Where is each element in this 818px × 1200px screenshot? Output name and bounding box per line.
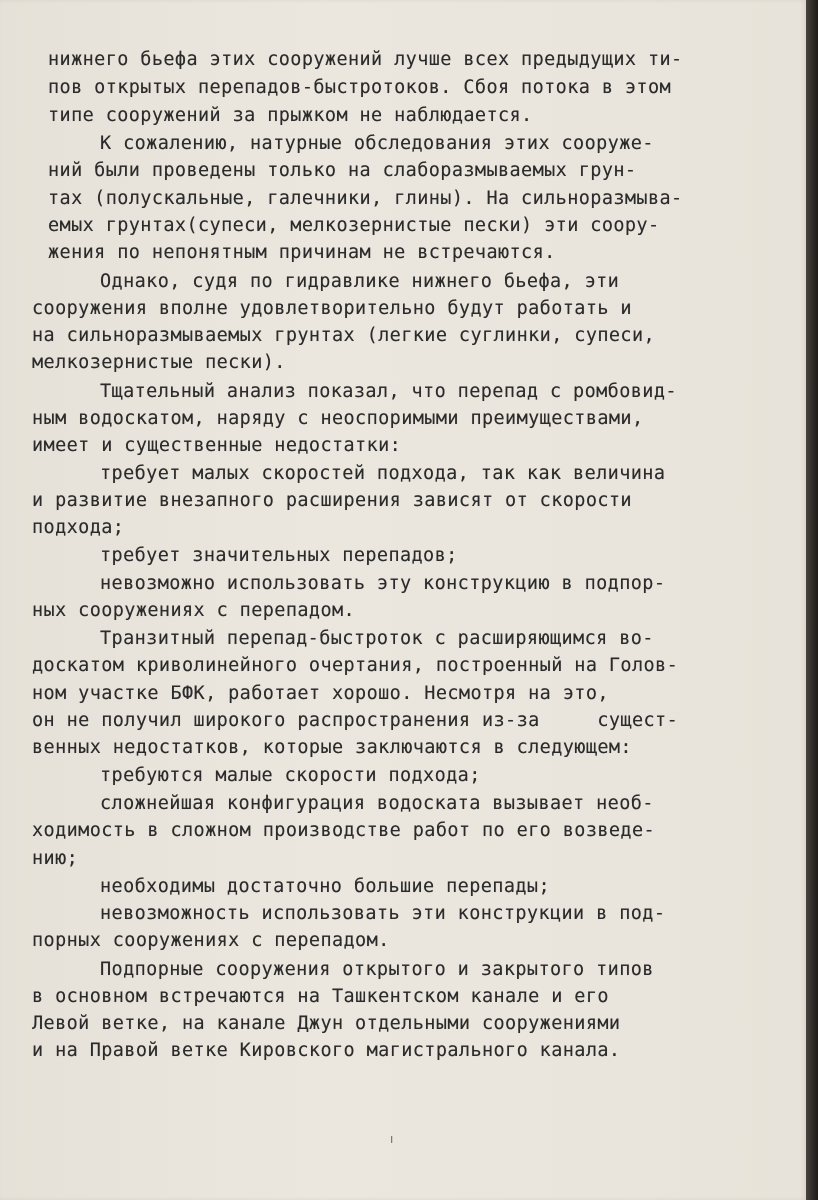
text-line: и развитие внезапного расширения зависят от скорости bbox=[32, 490, 632, 511]
text-line: требуются малые скорости подхода; bbox=[100, 765, 481, 786]
text-line: ных сооружениях с перепадом. bbox=[32, 600, 356, 621]
text-line: Подпорные сооружения открытого и закрытого типов bbox=[100, 959, 654, 980]
text-line: порных сооружениях с перепадом. bbox=[32, 930, 390, 951]
book-binding-edge bbox=[806, 0, 818, 1200]
text-line: венных недостатков, которые заключаются в следующем: bbox=[32, 737, 632, 758]
text-line: доскатом криволинейного очертания, построенный на Голов- bbox=[32, 655, 679, 676]
text-line: пов открытых перепадов-быстротоков. Сбоя потока в этом bbox=[48, 77, 672, 98]
text-line: ным водоскатом, наряду с неоспоримыми преимуществами, bbox=[32, 408, 644, 429]
text-line: необходимы достаточно большие перепады; bbox=[100, 876, 550, 897]
text-line: и на Правой ветке Кировского магистрального канала. bbox=[32, 1040, 621, 1061]
text-line: нию; bbox=[32, 848, 79, 869]
text-line: требует малых скоростей подхода, так как величина bbox=[100, 463, 666, 484]
text-line: невозможно использовать эту конструкцию в подпор- bbox=[100, 573, 666, 594]
text-line: подхода; bbox=[32, 517, 125, 538]
text-line: ний были проведены только на слаборазмываемых грун- bbox=[48, 160, 637, 181]
text-line: нижнего бьефа этих сооружений лучше всех предыдущих ти- bbox=[48, 49, 683, 70]
text-line: тах (полускальные, галечники, глины). На сильноразмыва- bbox=[48, 188, 683, 209]
text-line: сложнейшая конфигурация водоската вызывает необ- bbox=[100, 793, 654, 814]
text-line: ном участке БФК, работает хорошо. Несмотря на это, bbox=[32, 683, 609, 704]
text-line: Транзитный перепад-быстроток с расширяющимся во- bbox=[100, 628, 654, 649]
text-line: ходимость в сложном производстве работ по его возведе- bbox=[32, 820, 656, 841]
text-line: сооружения вполне удовлетворительно будут работать и bbox=[32, 298, 632, 319]
page-mark: ı bbox=[390, 1132, 394, 1146]
text-line: Однако, судя по гидравлике нижнего бьефа, эти bbox=[100, 271, 620, 292]
text-line: типе сооружений за прыжком не наблюдается. bbox=[48, 105, 533, 126]
text-line: имеет и существенные недостатки: bbox=[32, 435, 402, 456]
text-line: на сильноразмываемых грунтах (легкие суглинки, супеси, bbox=[32, 325, 656, 346]
text-line: требует значительных перепадов; bbox=[100, 545, 458, 566]
text-line: в основном встречаются на Ташкентском канале и его bbox=[32, 986, 609, 1007]
text-line: мелкозернистые пески). bbox=[32, 352, 286, 373]
text-line: он не получил широкого распространения из-за сущест- bbox=[32, 710, 679, 731]
text-line: К сожалению, натурные обследования этих сооруже- bbox=[100, 133, 654, 154]
text-line: жения по непонятным причинам не встречаются. bbox=[48, 242, 556, 263]
text-line: Левой ветке, на канале Джун отдельными сооружениями bbox=[32, 1013, 621, 1034]
text-line: невозможность использовать эти конструкции в под- bbox=[100, 903, 666, 924]
text-line: Тщательный анализ показал, что перепад с ромбовид- bbox=[100, 381, 677, 402]
text-line: емых грунтах(супеси, мелкозернистые пески) эти соору- bbox=[48, 215, 660, 236]
